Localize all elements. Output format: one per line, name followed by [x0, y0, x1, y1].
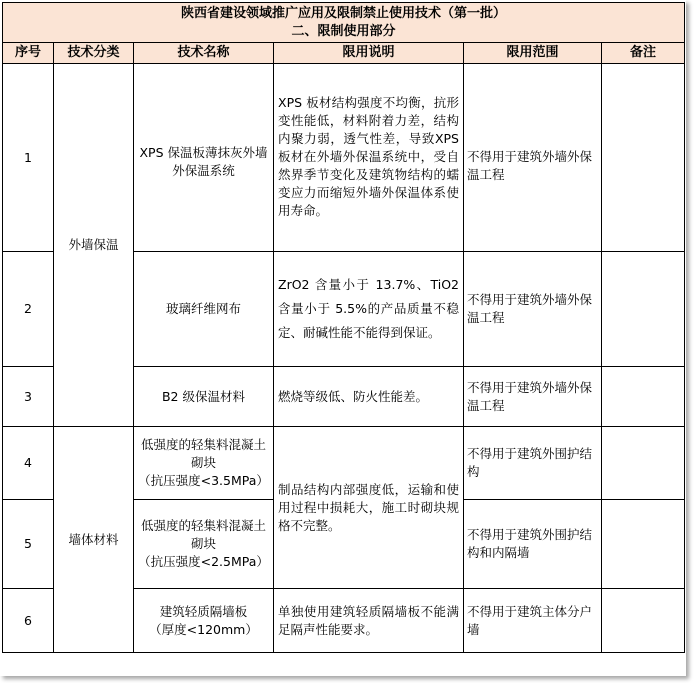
table-row	[3, 427, 685, 500]
tech-name: XPS 保温板薄抹灰外墙外保温系统	[134, 64, 274, 252]
tech-name	[134, 500, 274, 589]
table-row	[3, 64, 685, 252]
tech-name	[134, 427, 274, 500]
tech-name-line: （抗压强度<2.5MPa）	[138, 554, 269, 569]
restriction-desc: 燃烧等级低、防火性能差。	[274, 367, 464, 427]
restriction-scope: 不得用于建筑外围护结构和内隔墙	[464, 500, 602, 589]
note-cell	[602, 427, 685, 500]
header-restriction-scope: 限用范围	[464, 43, 602, 64]
restriction-scope: 不得用于建筑外墙外保温工程	[464, 252, 602, 367]
restriction-desc: XPS 板材结构强度不均衡，抗形变性能低，材料附着力差，结构内聚力弱，透气性差，导致XPS 板材在外墙外保温系统中，受自然界季节变化及建筑物结构的蠕变应力而缩短外墙外保温体系使用寿命。	[274, 64, 464, 252]
restriction-scope: 不得用于建筑主体分户墙	[464, 589, 602, 653]
header-restriction-desc: 限用说明	[274, 43, 464, 64]
restriction-scope: 不得用于建筑外围护结构	[464, 427, 602, 500]
row-serial: 3	[3, 367, 54, 427]
tech-name-line: （抗压强度<3.5MPa）	[138, 473, 269, 488]
tech-name: 玻璃纤维网布	[134, 252, 274, 367]
restriction-table	[2, 2, 685, 653]
restriction-desc-shared: 制品结构内部强度低，运输和使用过程中损耗大，施工时砌块规格不完整。	[274, 427, 464, 589]
header-note: 备注	[602, 43, 685, 64]
category-cell-wall-insulation: 外墙保温	[54, 64, 134, 427]
row-serial: 1	[3, 64, 54, 252]
tech-name-line: （厚度<120mm）	[149, 621, 258, 637]
restriction-scope: 不得用于建筑外墙外保温工程	[464, 367, 602, 427]
note-cell	[602, 252, 685, 367]
header-category: 技术分类	[54, 43, 134, 64]
row-serial: 4	[3, 427, 54, 500]
tech-name-line: 低强度的轻集料混凝土	[140, 437, 266, 452]
note-cell	[602, 64, 685, 252]
tech-name-line: 建筑轻质隔墙板	[159, 603, 248, 619]
restriction-desc: 单独使用建筑轻质隔墙板不能满足隔声性能要求。	[274, 589, 464, 653]
tech-name-line: 砌块	[190, 455, 216, 470]
row-serial: 2	[3, 252, 54, 367]
note-cell	[602, 367, 685, 427]
restriction-desc: ZrO2 含量小于 13.7%、TiO2 含量小于 5.5%的产品质量不稳定、耐碱性能不能得到保证。	[274, 252, 464, 367]
header-row	[3, 43, 685, 64]
category-cell-wall-materials: 墙体材料	[54, 427, 134, 653]
table-title-line1: 陕西省建设领域推广应用及限制禁止使用技术（第一批）	[181, 5, 507, 21]
row-serial: 6	[3, 589, 54, 653]
header-serial: 序号	[3, 43, 54, 64]
note-cell	[602, 589, 685, 653]
table-title-row	[3, 3, 685, 43]
tech-name-line: 砌块	[190, 536, 216, 551]
table-title-line2: 二、限制使用部分	[291, 23, 396, 39]
header-tech-name: 技术名称	[134, 43, 274, 64]
tech-name	[134, 589, 274, 653]
tech-name-line: 低强度的轻集料混凝土	[140, 518, 266, 533]
row-serial: 5	[3, 500, 54, 589]
table-title	[3, 3, 685, 43]
restriction-scope: 不得用于建筑外墙外保温工程	[464, 64, 602, 252]
tech-name: B2 级保温材料	[134, 367, 274, 427]
note-cell	[602, 500, 685, 589]
